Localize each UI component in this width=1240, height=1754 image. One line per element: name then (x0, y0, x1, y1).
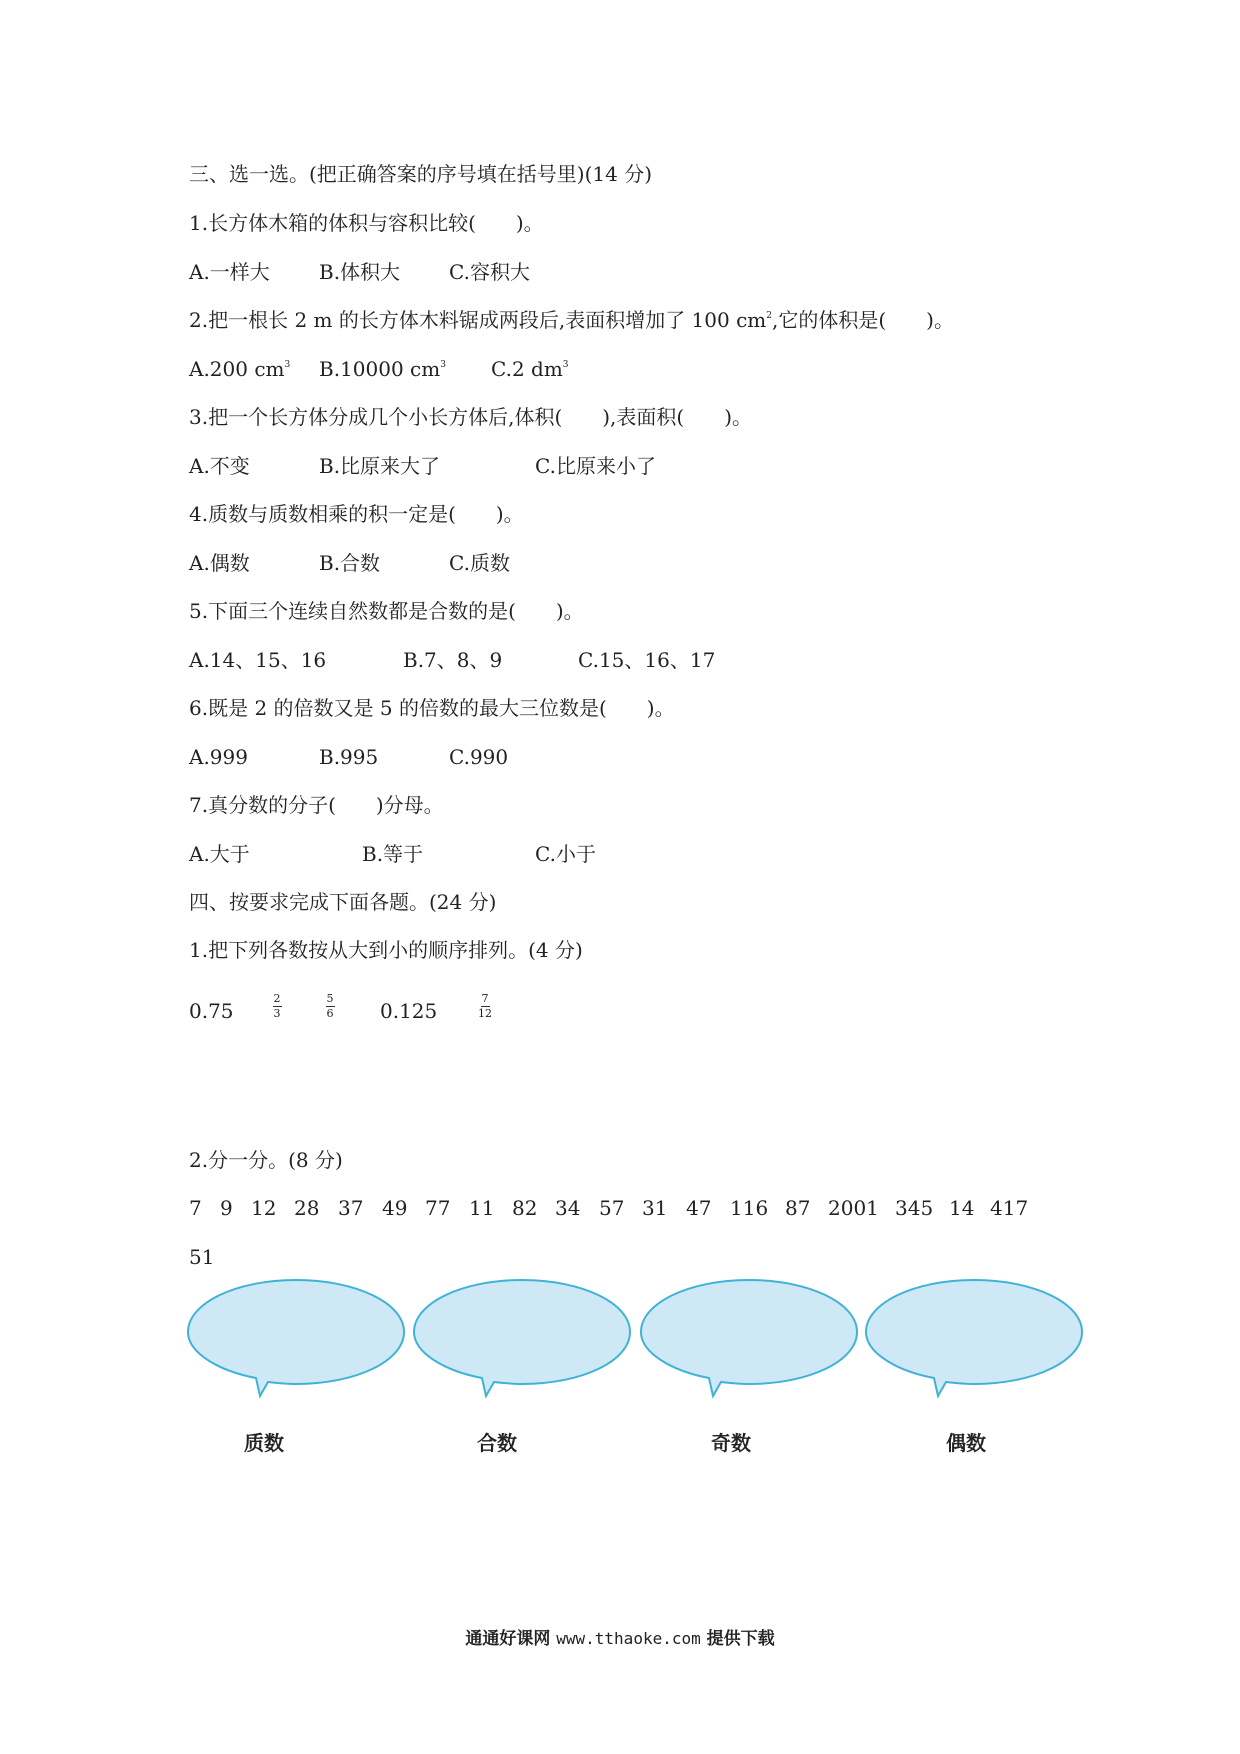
number: 31 (642, 1196, 668, 1220)
option-b: B.7、8、9 (403, 648, 503, 672)
number: 11 (469, 1196, 495, 1220)
fraction-7-12: 7 12 (478, 992, 492, 1020)
question-4-1: 1.把下列各数按从大到小的顺序排列。(4 分) (189, 938, 583, 962)
number: 37 (338, 1196, 364, 1220)
section4-title: 四、按要求完成下面各题。(24 分) (189, 890, 497, 914)
question-2-text-b: ,它的体积是( )。 (772, 308, 954, 332)
option-c: C.小于 (535, 842, 596, 866)
number-0-75: 0.75 (189, 999, 234, 1023)
number: 12 (251, 1196, 277, 1220)
number: 417 (990, 1196, 1029, 1220)
question-2 (189, 308, 954, 332)
superscript: 2 (766, 311, 772, 321)
number: 57 (599, 1196, 625, 1220)
number: 345 (895, 1196, 934, 1220)
number-0-125: 0.125 (380, 999, 438, 1023)
footer-suffix: 提供下载 (706, 1629, 775, 1649)
number: 9 (220, 1196, 233, 1220)
speech-bubble-4 (862, 1278, 1086, 1403)
option-a: A.偶数 (189, 551, 250, 575)
footer-url[interactable]: www.tthaoke.com (556, 1629, 701, 1648)
number: 34 (555, 1196, 581, 1220)
number: 87 (785, 1196, 811, 1220)
question-2-text-a: 2.把一根长 2 m 的长方体木料锯成两段后,表面积增加了 100 cm (189, 308, 767, 332)
option-b: B.合数 (319, 551, 381, 575)
number-list-last: 51 (189, 1245, 215, 1269)
bubble-label-prime: 质数 (244, 1431, 284, 1455)
option-b: B.比原来大了 (319, 454, 441, 478)
number: 2001 (828, 1196, 879, 1220)
section3-title: 三、选一选。(把正确答案的序号填在括号里)(14 分) (189, 162, 653, 186)
speech-bubble-1 (184, 1278, 408, 1403)
option-a: A.999 (189, 745, 248, 769)
question-6: 6.既是 2 的倍数又是 5 的倍数的最大三位数是( )。 (189, 696, 675, 720)
number: 116 (730, 1196, 769, 1220)
option-a: A.14、15、16 (189, 648, 327, 672)
bubble-label-even: 偶数 (946, 1431, 986, 1455)
number: 49 (382, 1196, 408, 1220)
question-7: 7.真分数的分子( )分母。 (189, 793, 444, 817)
option-a: A.不变 (189, 454, 250, 478)
number: 14 (949, 1196, 975, 1220)
question-4: 4.质数与质数相乘的积一定是( )。 (189, 502, 524, 526)
option-b: B.10000 $cm^3$ (319, 357, 446, 381)
option-c: C.2 $dm^3$ (491, 357, 569, 381)
question-4-2: 2.分一分。(8 分) (189, 1148, 343, 1172)
bubble-label-odd: 奇数 (711, 1431, 751, 1455)
option-a: A.大于 (189, 842, 250, 866)
option-a: A.200 $cm^3$ (189, 357, 291, 381)
fraction-5-6: 5 6 (326, 992, 334, 1020)
option-c: C.15、16、17 (578, 648, 716, 672)
option-c: C.容积大 (449, 260, 530, 284)
footer-site: 通通好课网 (465, 1629, 551, 1649)
question-3: 3.把一个长方体分成几个小长方体后,体积( ),表面积( )。 (189, 405, 753, 429)
speech-bubble-3 (637, 1278, 861, 1403)
question-5: 5.下面三个连续自然数都是合数的是( )。 (189, 599, 584, 623)
speech-bubble-2 (410, 1278, 634, 1403)
number: 28 (294, 1196, 320, 1220)
option-a: A.一样大 (189, 260, 270, 284)
option-b: B.体积大 (319, 260, 401, 284)
option-b: B.等于 (362, 842, 424, 866)
option-b: B.995 (319, 745, 379, 769)
number: 77 (425, 1196, 451, 1220)
number: 7 (189, 1196, 202, 1220)
number: 82 (512, 1196, 538, 1220)
number: 47 (686, 1196, 712, 1220)
bubble-label-composite: 合数 (477, 1431, 517, 1455)
footer (0, 1624, 1240, 1649)
fraction-2-3: 2 3 (273, 992, 281, 1020)
option-c: C.990 (449, 745, 509, 769)
option-c: C.质数 (449, 551, 510, 575)
question-1: 1.长方体木箱的体积与容积比较( )。 (189, 211, 544, 235)
option-c: C.比原来小了 (535, 454, 656, 478)
